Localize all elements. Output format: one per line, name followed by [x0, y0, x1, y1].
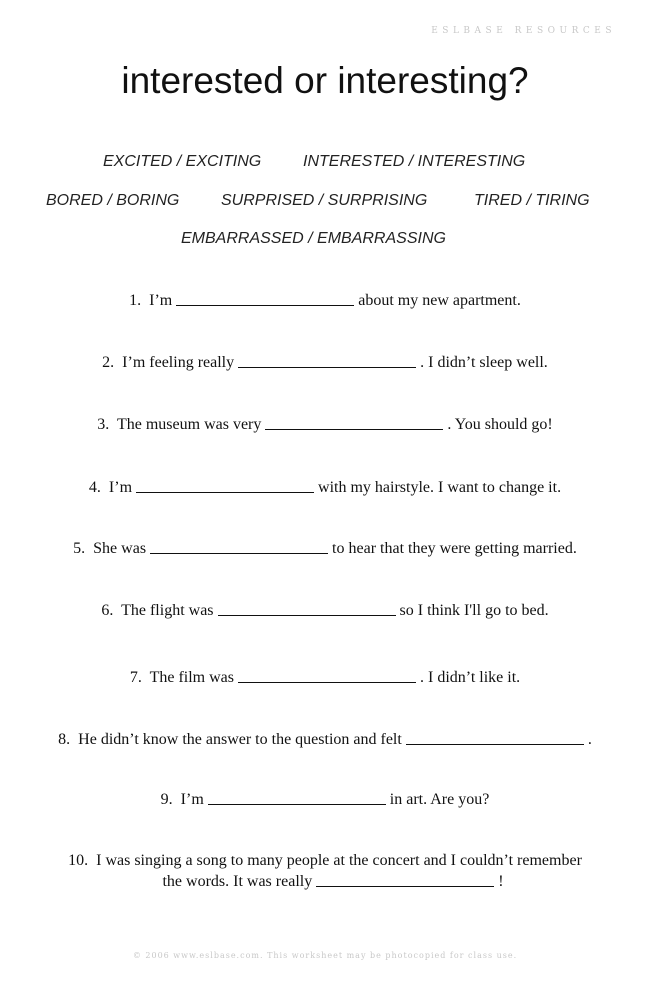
item-text-after: about my new apartment.: [358, 292, 521, 309]
item-text-before: I’m: [180, 791, 204, 808]
item-text-line1: I was singing a song to many people at the concert and I couldn’t remember: [96, 852, 582, 869]
item-number: 10.: [68, 852, 89, 869]
item-text-before: The museum was very: [116, 416, 262, 433]
exercise-item: [0, 354, 650, 372]
item-number: 5.: [73, 540, 86, 557]
word-bank-item: EMBARRASSED / EMBARRASSING: [181, 230, 446, 247]
exercise-item: [0, 669, 650, 687]
item-number: 2.: [102, 354, 115, 371]
answer-blank[interactable]: [406, 743, 584, 745]
answer-blank[interactable]: [238, 681, 416, 683]
item-text-before: I’m: [108, 479, 133, 496]
answer-blank[interactable]: [150, 552, 328, 554]
answer-blank[interactable]: [208, 803, 386, 805]
answer-blank[interactable]: [316, 885, 494, 887]
exercise-item: [0, 292, 650, 310]
word-bank-item: EXCITED / EXCITING: [103, 153, 262, 170]
item-text-before: the words. It was really: [162, 873, 313, 890]
item-text-after: . You should go!: [447, 416, 553, 433]
exercise-item: [0, 540, 650, 558]
item-number: 4.: [88, 479, 101, 496]
item-text-after: with my hairstyle. I want to change it.: [318, 479, 562, 496]
item-number: 3.: [97, 416, 110, 433]
answer-blank[interactable]: [218, 614, 396, 616]
item-text-before: The film was: [149, 669, 234, 686]
exercise-item: [0, 416, 650, 434]
word-bank-item: SURPRISED / SURPRISING: [221, 192, 428, 209]
exercise-item: [0, 852, 650, 870]
item-text-before: The flight was: [121, 602, 214, 619]
exercise-item-continuation: [8, 873, 650, 891]
word-bank-item: TIRED / TIRING: [474, 192, 590, 209]
item-number: 7.: [129, 669, 142, 686]
item-number: 8.: [58, 731, 71, 748]
item-text-after: so I think I'll go to bed.: [399, 602, 549, 619]
item-text-before: I’m: [149, 292, 173, 309]
answer-blank[interactable]: [265, 428, 443, 430]
answer-blank[interactable]: [176, 304, 354, 306]
exercise-item: [0, 731, 650, 749]
item-number: 1.: [129, 292, 142, 309]
exercise-item: [0, 479, 650, 497]
item-text-after: . I didn’t sleep well.: [420, 354, 548, 371]
brand-label: ESLBASE RESOURCES: [431, 26, 616, 36]
item-text-after: in art. Are you?: [389, 791, 490, 808]
item-text-before: He didn’t know the answer to the question and felt: [78, 731, 402, 748]
item-number: 6.: [101, 602, 114, 619]
word-bank-item: BORED / BORING: [46, 192, 180, 209]
item-text-after: .: [587, 731, 592, 748]
item-number: 9.: [160, 791, 173, 808]
word-bank-item: INTERESTED / INTERESTING: [303, 153, 526, 170]
exercise-item: [0, 602, 650, 620]
answer-blank[interactable]: [238, 366, 416, 368]
item-text-before: I’m feeling really: [122, 354, 235, 371]
page-title: interested or interesting?: [121, 60, 529, 101]
exercise-item: [0, 791, 650, 809]
item-text-after: !: [498, 873, 504, 890]
item-text-after: . I didn’t like it.: [420, 669, 521, 686]
item-text-after: to hear that they were getting married.: [332, 540, 577, 557]
answer-blank[interactable]: [136, 491, 314, 493]
item-text-before: She was: [93, 540, 147, 557]
copyright-footer: © 2006 www.eslbase.com. This worksheet may be photocopied for class use.: [132, 951, 518, 960]
